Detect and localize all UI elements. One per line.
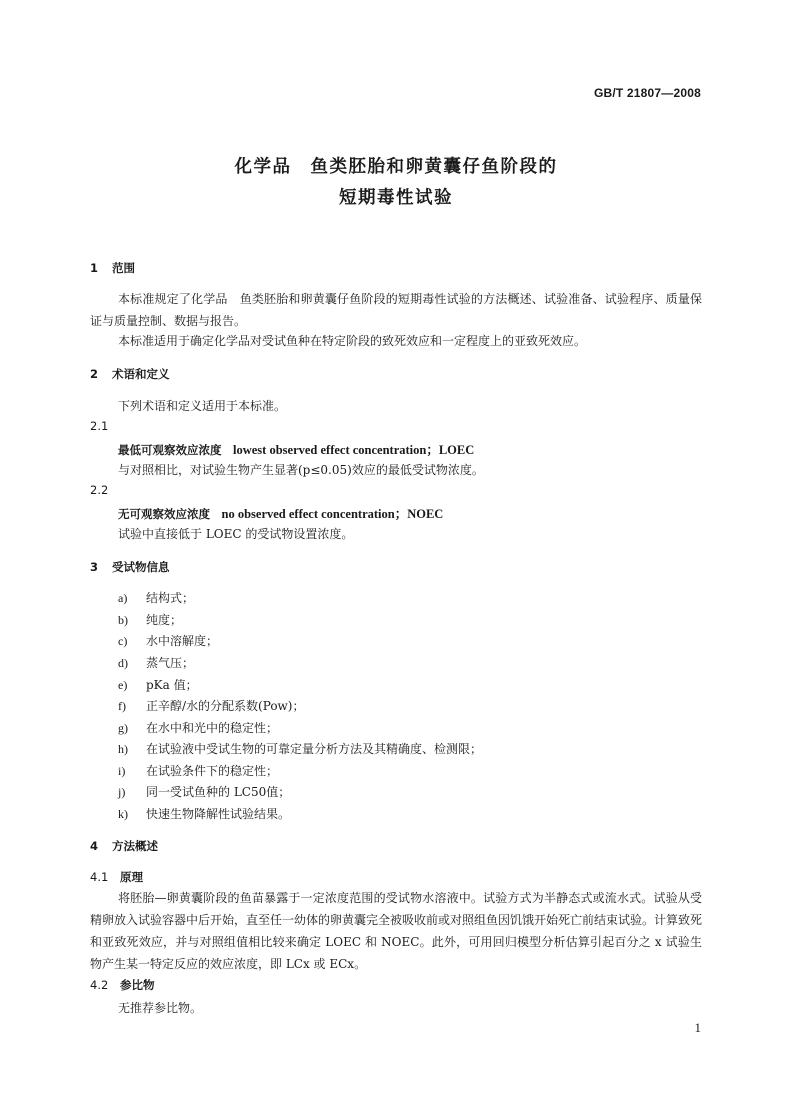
section-number: 3 [90, 560, 99, 574]
subsection-4-1-paragraph: 将胚胎—卵黄囊阶段的鱼苗暴露于一定浓度范围的受试物水溶液中。试验方式为半静态式或流水式。试验从受精卵放入试验容器中后开始，直至任一幼体的卵黄囊完全被吸收前或对照组鱼因饥饿开始死亡前结束试验。计算致死和亚致死效应，并与对照组值相比较来确定 LOEC 和 NOEC。此外，可用回归模型分析估算引起百分之 x 试验生物产生某一特定反应的效应浓度，即 LCx 或 ECx。 [90, 891, 703, 971]
list-item-label: i) [118, 764, 126, 778]
list-item [118, 654, 194, 671]
section-1-heading [90, 260, 135, 276]
subsection-number: 4.2 [90, 978, 109, 992]
list-item-text: 同一受试鱼种的 LC50值； [146, 785, 291, 799]
section-title: 受试物信息 [112, 560, 170, 574]
list-item-text: 正辛醇/水的分配系数(Pow)； [146, 699, 305, 713]
term-2-1-definition: 与对照相比，对试验生物产生显著(p≤0.05)效应的最低受试物浓度。 [118, 463, 484, 477]
term-en: lowest observed effect concentration；LOEC [233, 443, 475, 457]
list-item-label: c) [118, 634, 128, 648]
subsection-title: 参比物 [120, 978, 155, 992]
term-2-2-number: 2.2 [90, 483, 109, 497]
document-title-line1: 化学品 鱼类胚胎和卵黄囊仔鱼阶段的 [234, 157, 558, 177]
subsection-4-2-heading [90, 977, 155, 993]
subsection-number: 4.1 [90, 870, 109, 884]
list-item [118, 611, 182, 628]
list-item-text: 水中溶解度； [146, 634, 219, 648]
section-3-heading [90, 559, 170, 575]
list-item-label: a) [118, 591, 128, 605]
list-item-text: 在水中和光中的稳定性； [146, 721, 279, 735]
list-item [118, 740, 482, 757]
standard-code: GB/T 21807—2008 [593, 86, 701, 100]
list-item [118, 632, 218, 649]
list-item [118, 589, 194, 606]
subsection-4-2-paragraph: 无推荐参比物。 [118, 1001, 203, 1015]
term-2-2-definition: 试验中直接低于 LOEC 的受试物设置浓度。 [118, 527, 354, 541]
list-item [118, 697, 305, 714]
list-item [118, 719, 278, 736]
section-title: 范围 [112, 261, 135, 275]
section-2-intro: 下列术语和定义适用于本标准。 [118, 399, 287, 413]
term-2-1-heading [118, 440, 474, 458]
list-item [118, 676, 198, 693]
section-1-paragraph-1: 本标准规定了化学品 鱼类胚胎和卵黄囊仔鱼阶段的短期毒性试验的方法概述、试验准备、试验程序、质量保证与质量控制、数据与报告。 [90, 292, 702, 328]
list-item [118, 805, 290, 822]
subsection-title: 原理 [120, 870, 143, 884]
list-item-label: f) [118, 699, 126, 713]
subsection-4-1-heading [90, 869, 143, 885]
list-item-text: 纯度； [146, 613, 183, 627]
list-item-label: j) [118, 785, 126, 799]
list-item-label: k) [118, 807, 128, 821]
list-item-label: g) [118, 721, 128, 735]
list-item-text: 结构式； [146, 591, 195, 605]
list-item-label: d) [118, 656, 128, 670]
section-1-paragraph-2: 本标准适用于确定化学品对受试鱼种在特定阶段的致死效应和一定程度上的亚致死效应。 [118, 334, 587, 348]
section-title: 术语和定义 [112, 367, 170, 381]
term-2-1-number: 2.1 [90, 419, 109, 433]
term-2-2-heading [118, 504, 443, 522]
section-2-heading [90, 366, 170, 382]
list-item-text: 在试验液中受试生物的可靠定量分析方法及其精确度、检测限； [146, 742, 483, 756]
list-item [118, 783, 290, 800]
list-item-text: 蒸气压； [146, 656, 195, 670]
section-number: 1 [90, 261, 99, 275]
term-cn: 最低可观察效应浓度 [118, 443, 222, 457]
section-title: 方法概述 [112, 839, 158, 853]
list-item-label: h) [118, 742, 128, 756]
section-number: 4 [90, 839, 99, 853]
list-item-label: b) [118, 613, 128, 627]
list-item-label: e) [118, 678, 128, 692]
page-number: 1 [694, 1020, 701, 1035]
term-en: no observed effect concentration；NOEC [221, 507, 444, 521]
list-item [118, 762, 278, 779]
list-item-text: 在试验条件下的稳定性； [146, 764, 279, 778]
list-item-text: 快速生物降解性试验结果。 [146, 807, 291, 821]
term-cn: 无可观察效应浓度 [118, 507, 210, 521]
list-item-text: pKa 值； [146, 678, 198, 692]
section-number: 2 [90, 367, 99, 381]
document-title-line2: 短期毒性试验 [339, 188, 453, 208]
section-4-heading [90, 838, 158, 854]
